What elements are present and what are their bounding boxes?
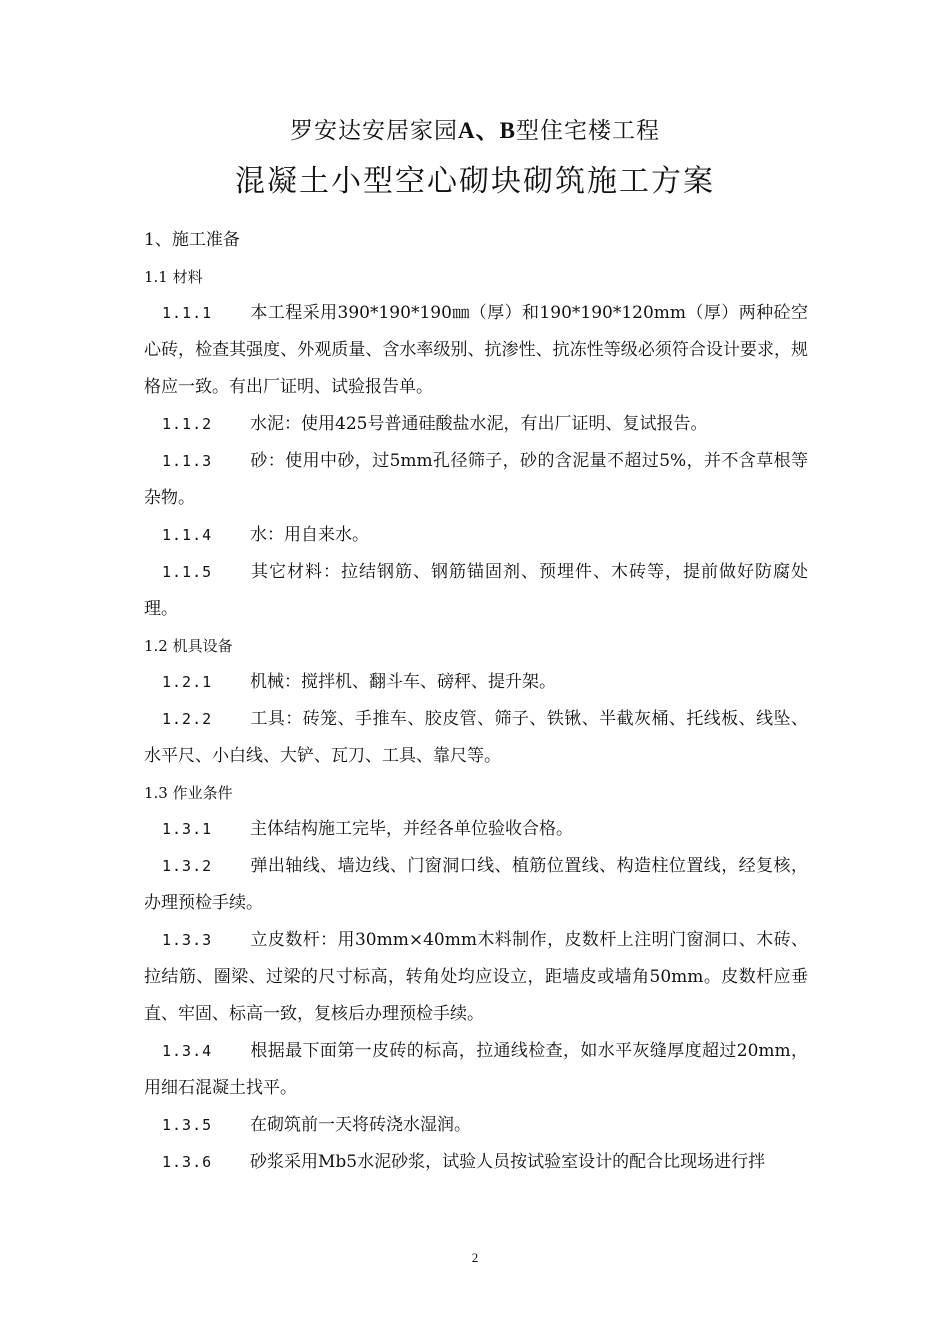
paragraph (144, 443, 808, 517)
clause-number: 1.1.4 (162, 526, 213, 544)
clause-text: 水：用自来水。 (250, 525, 369, 545)
clause-number: 1.3.2 (162, 857, 213, 875)
clause-text: 本工程采用390*190*190㎜（厚）和190*190*120mm（厚）两种砼空心砖，检查其强度、外观质量、含水率级别、抗渗性、抗冻性等级必须符合设计要求，规格应一致。有出厂证明、试验报告单。 (144, 303, 808, 397)
clause-text: 立皮数杆：用30mm×40mm木料制作，皮数杆上注明门窗洞口、木砖、拉结筋、圈梁、过梁的尺寸标高，转角处均应设立，距墙皮或墙角50mm。皮数杆应垂直、牢固、标高一致，复核后办理预检手续。 (144, 930, 808, 1024)
paragraph (144, 1033, 808, 1107)
project-title (0, 116, 950, 146)
subsection-heading: 1.2 机具设备 (144, 637, 233, 655)
paragraph (144, 922, 808, 1033)
clause-text: 砂：使用中砂，过5mm孔径筛子，砂的含泥量不超过5%，并不含草根等杂物。 (144, 451, 808, 508)
clause-number: 1.1.2 (162, 415, 213, 433)
clause-text: 砂浆采用Mb5水泥砂浆，试验人员按试验室设计的配合比现场进行拌 (250, 1152, 766, 1172)
clause-text: 工具：砖笼、手推车、胶皮管、筛子、铁锹、半截灰桶、托线板、线坠、水平尺、小白线、大铲、瓦刀、工具、靠尺等。 (144, 709, 808, 766)
clause-number: 1.3.4 (162, 1042, 213, 1060)
paragraph (144, 517, 808, 554)
page-number: 2 (471, 1250, 479, 1265)
paragraph (144, 664, 808, 701)
paragraph (144, 811, 808, 848)
clause-text: 根据最下面第一皮砖的标高，拉通线检查，如水平灰缝厚度超过20mm，用细石混凝土找平。 (144, 1041, 808, 1098)
clause-text: 主体结构施工完毕，并经各单位验收合格。 (250, 819, 573, 839)
clause-number: 1.1.5 (162, 563, 213, 581)
subsection-heading: 1.3 作业条件 (144, 784, 233, 802)
clause-number: 1.2.1 (162, 673, 213, 691)
subsection-heading: 1.1 材料 (144, 268, 203, 286)
clause-number: 1.3.5 (162, 1116, 213, 1134)
clause-number: 1.3.1 (162, 820, 213, 838)
clause-text: 弹出轴线、墙边线、门窗洞口线、植筋位置线、构造柱位置线，经复核，办理预检手续。 (144, 856, 808, 913)
project-title-part1: 罗安达安居家园 (290, 118, 459, 144)
project-title-part2: 型住宅楼工程 (515, 118, 660, 144)
paragraph (144, 701, 808, 775)
paragraph (144, 1144, 808, 1181)
document-title: 混凝土小型空心砌块砌筑施工方案 (235, 164, 715, 199)
paragraph (144, 1107, 808, 1144)
paragraph (144, 406, 808, 443)
clause-number: 1.3.6 (162, 1153, 213, 1171)
project-title-bold: A、B (458, 118, 516, 143)
section-heading: 1、施工准备 (144, 230, 240, 250)
clause-number: 1.3.3 (162, 931, 213, 949)
clause-number: 1.1.1 (162, 304, 213, 322)
clause-text: 其它材料：拉结钢筋、钢筋锚固剂、预埋件、木砖等，提前做好防腐处理。 (144, 562, 808, 619)
clause-number: 1.2.2 (162, 710, 213, 728)
paragraph (144, 554, 808, 628)
paragraph (144, 848, 808, 922)
clause-text: 在砌筑前一天将砖浇水湿润。 (250, 1115, 471, 1135)
document-body (144, 222, 808, 1181)
paragraph (144, 295, 808, 406)
clause-number: 1.1.3 (162, 452, 213, 470)
clause-text: 水泥：使用425号普通硅酸盐水泥，有出厂证明、复试报告。 (250, 414, 708, 434)
clause-text: 机械：搅拌机、翻斗车、磅秤、提升架。 (250, 672, 556, 692)
